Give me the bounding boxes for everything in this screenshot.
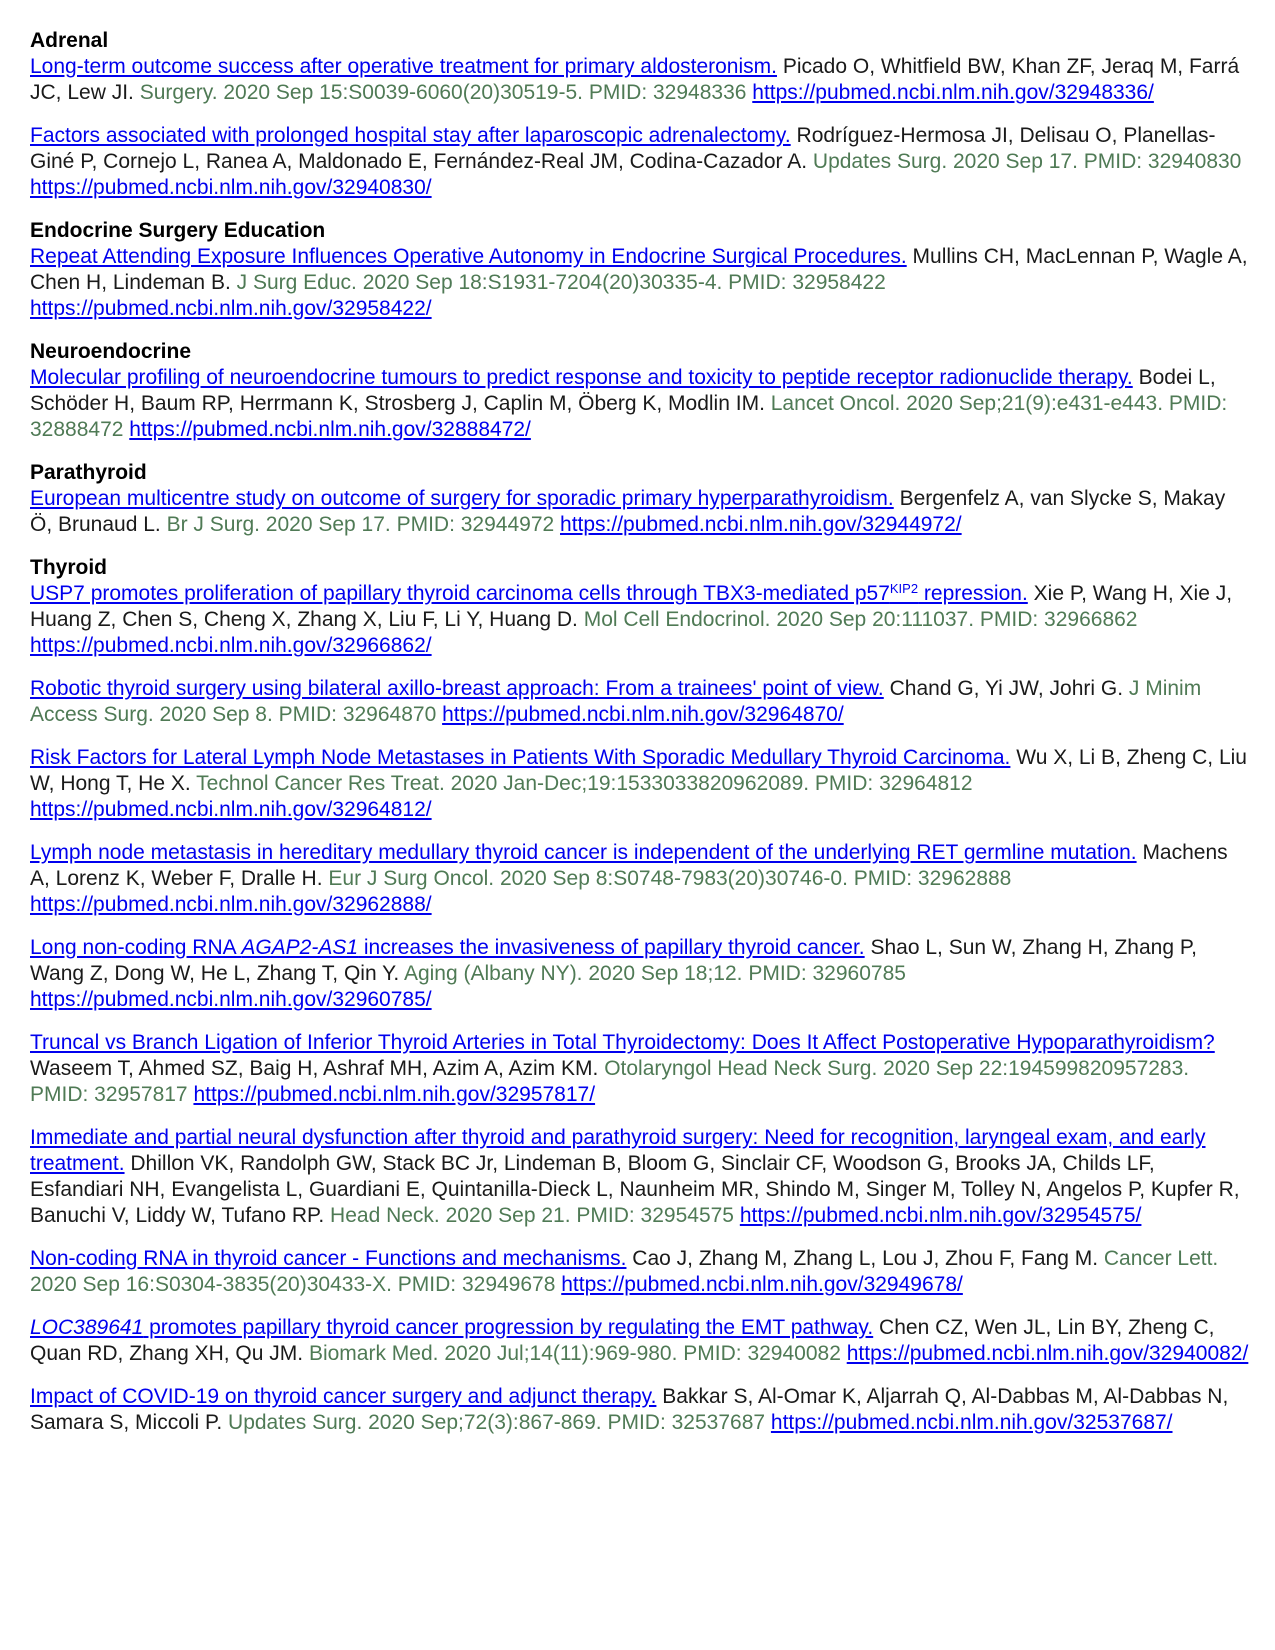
pubmed-url-link[interactable]: https://pubmed.ncbi.nlm.nih.gov/32537687/ xyxy=(770,1411,1173,1434)
pubmed-url-link[interactable]: https://pubmed.ncbi.nlm.nih.gov/32944972/ xyxy=(560,513,962,536)
citation-entry xyxy=(30,1315,1252,1367)
author-list: Xie P, Wang H, Xie J, Huang Z, Chen S, Cheng X, Zhang X, Liu F, Li Y, Huang D. xyxy=(30,582,1233,631)
author-list: Bakkar S, Al-Omar K, Aljarrah Q, Al-Dabbas M, Al-Dabbas N, Samara S, Miccoli P. xyxy=(30,1385,1229,1434)
title-text: repression. xyxy=(918,582,1028,605)
pubmed-url-link[interactable]: https://pubmed.ncbi.nlm.nih.gov/32940830/ xyxy=(30,176,432,199)
author-list: Chen CZ, Wen JL, Lin BY, Zheng C, Quan RD, Zhang XH, Qu JM. xyxy=(30,1316,1215,1365)
journal-citation: Head Neck. 2020 Sep 21. PMID: 32954575 xyxy=(330,1204,734,1227)
title-text: promotes papillary thyroid cancer progression by regulating the EMT pathway. xyxy=(143,1316,874,1339)
section-heading: Adrenal xyxy=(30,29,109,52)
document-page xyxy=(30,28,1252,1453)
author-list: Mullins CH, MacLennan P, Wagle A, Chen H, Lindeman B. xyxy=(30,245,1248,294)
pubmed-url-link[interactable]: https://pubmed.ncbi.nlm.nih.gov/32962888/ xyxy=(30,893,432,916)
citation-entry xyxy=(30,486,1252,538)
pubmed-url-link[interactable]: https://pubmed.ncbi.nlm.nih.gov/32888472/ xyxy=(129,418,531,441)
article-title-link[interactable]: Robotic thyroid surgery using bilateral axillo-breast approach: From a trainees' point of view. xyxy=(30,677,884,700)
article-title-link[interactable]: Non-coding RNA in thyroid cancer - Functions and mechanisms. xyxy=(30,1247,627,1270)
pubmed-url-link[interactable]: https://pubmed.ncbi.nlm.nih.gov/32948336/ xyxy=(752,81,1154,104)
article-title-link[interactable] xyxy=(30,936,865,959)
citation-entry xyxy=(30,365,1252,443)
article-title-link[interactable]: Molecular profiling of neuroendocrine tumours to predict response and toxicity to peptide receptor radionuclide therapy. xyxy=(30,366,1133,389)
journal-citation: Updates Surg. 2020 Sep 17. PMID: 32940830 xyxy=(812,150,1242,173)
journal-citation: Lancet Oncol. 2020 Sep;21(9):e431-e443. PMID: 32888472 xyxy=(30,392,1228,441)
article-title-link[interactable]: European multicentre study on outcome of surgery for sporadic primary hyperparathyroidism. xyxy=(30,487,894,510)
section-heading: Parathyroid xyxy=(30,461,147,484)
journal-citation: Cancer Lett. 2020 Sep 16:S0304-3835(20)30433-X. PMID: 32949678 xyxy=(30,1247,1219,1296)
citation-entry xyxy=(30,1246,1252,1298)
journal-citation: Biomark Med. 2020 Jul;14(11):969-980. PMID: 32940082 xyxy=(308,1342,841,1365)
section-heading: Neuroendocrine xyxy=(30,340,192,363)
journal-citation: Mol Cell Endocrinol. 2020 Sep 20:111037. PMID: 32966862 xyxy=(583,608,1138,631)
journal-citation: Otolaryngol Head Neck Surg. 2020 Sep 22:194599820957283. PMID: 32957817 xyxy=(30,1057,1190,1106)
article-title-link[interactable]: Truncal vs Branch Ligation of Inferior Thyroid Arteries in Total Thyroidectomy: Does It Affect Postoperative Hypoparathyroidism? xyxy=(30,1031,1215,1054)
article-title-link[interactable]: Factors associated with prolonged hospital stay after laparoscopic adrenalectomy. xyxy=(30,124,791,147)
author-list: Shao L, Sun W, Zhang H, Zhang P, Wang Z, Dong W, He L, Zhang T, Qin Y. xyxy=(30,936,1197,985)
article-title-link[interactable]: Long-term outcome success after operative treatment for primary aldosteronism. xyxy=(30,55,777,78)
title-superscript: KIP2 xyxy=(889,581,919,596)
article-title-link[interactable]: Lymph node metastasis in hereditary medullary thyroid cancer is independent of the underlying RET germline mutation. xyxy=(30,841,1137,864)
journal-citation: Br J Surg. 2020 Sep 17. PMID: 32944972 xyxy=(166,513,555,536)
article-title-link[interactable]: Immediate and partial neural dysfunction after thyroid and parathyroid surgery: Need for recognition, laryngeal exam, and early treatment. xyxy=(30,1126,1206,1175)
title-text: Long non-coding RNA xyxy=(30,936,242,959)
journal-citation: Technol Cancer Res Treat. 2020 Jan-Dec;19:1533033820962089. PMID: 32964812 xyxy=(196,772,973,795)
article-title-link[interactable] xyxy=(30,1316,873,1339)
citation-entry xyxy=(30,1125,1252,1229)
journal-citation: J Minim Access Surg. 2020 Sep 8. PMID: 32964870 xyxy=(30,677,1202,726)
author-list: Wu X, Li B, Zheng C, Liu W, Hong T, He X. xyxy=(30,746,1247,795)
section-endocrine-surgery-education xyxy=(30,218,1252,322)
author-list: Chand G, Yi JW, Johri G. xyxy=(889,677,1124,700)
author-list: Cao J, Zhang M, Zhang L, Lou J, Zhou F, Fang M. xyxy=(632,1247,1099,1270)
citation-entry xyxy=(30,935,1252,1013)
citation-entry xyxy=(30,581,1252,659)
article-title-link[interactable]: Impact of COVID-19 on thyroid cancer surgery and adjunct therapy. xyxy=(30,1385,657,1408)
citation-entry xyxy=(30,54,1252,106)
journal-citation: Surgery. 2020 Sep 15:S0039-6060(20)30519-5. PMID: 32948336 xyxy=(139,81,747,104)
title-italic-term: LOC389641 xyxy=(30,1316,144,1339)
author-list: Machens A, Lorenz K, Weber F, Dralle H. xyxy=(30,841,1228,890)
author-list: Bodei L, Schöder H, Baum RP, Herrmann K, Strosberg J, Caplin M, Öberg K, Modlin IM. xyxy=(30,366,1216,415)
pubmed-url-link[interactable]: https://pubmed.ncbi.nlm.nih.gov/32940082/ xyxy=(846,1342,1249,1365)
section-parathyroid xyxy=(30,460,1252,538)
pubmed-url-link[interactable]: https://pubmed.ncbi.nlm.nih.gov/32958422/ xyxy=(30,297,432,320)
section-neuroendocrine xyxy=(30,339,1252,443)
title-italic-term: AGAP2-AS1 xyxy=(241,936,359,959)
author-list: Bergenfelz A, van Slycke S, Makay Ö, Brunaud L. xyxy=(30,487,1226,536)
journal-citation: Updates Surg. 2020 Sep;72(3):867-869. PMID: 32537687 xyxy=(228,1411,766,1434)
citation-entry xyxy=(30,676,1252,728)
citation-entry xyxy=(30,745,1252,823)
author-list: Dhillon VK, Randolph GW, Stack BC Jr, Lindeman B, Bloom G, Sinclair CF, Woodson G, Brooks JA, Childs LF, Esfandiari NH, Evangelista L, Guardiani E, Quintanilla-Dieck L, Naunheim MR, Shindo M, Singer M, Tolley N, Angelos P, Kupfer R, Banuchi V, Liddy W, Tufano RP. xyxy=(30,1152,1240,1227)
section-adrenal xyxy=(30,28,1252,201)
title-text: increases the invasiveness of papillary thyroid cancer. xyxy=(358,936,865,959)
pubmed-url-link[interactable]: https://pubmed.ncbi.nlm.nih.gov/32954575/ xyxy=(739,1204,1142,1227)
citation-entry xyxy=(30,1384,1252,1436)
author-list: Rodríguez-Hermosa JI, Delisau O, Planellas-Giné P, Cornejo L, Ranea A, Maldonado E, Fernández-Real JM, Codina-Cazador A. xyxy=(30,124,1216,173)
section-heading: Thyroid xyxy=(30,556,107,579)
pubmed-url-link[interactable]: https://pubmed.ncbi.nlm.nih.gov/32960785/ xyxy=(30,988,432,1011)
section-heading: Endocrine Surgery Education xyxy=(30,219,326,242)
article-title-link[interactable]: Repeat Attending Exposure Influences Operative Autonomy in Endocrine Surgical Procedures. xyxy=(30,245,907,268)
author-list: Picado O, Whitfield BW, Khan ZF, Jeraq M, Farrá JC, Lew JI. xyxy=(30,55,1240,104)
citation-entry xyxy=(30,244,1252,322)
citation-entry xyxy=(30,840,1252,918)
pubmed-url-link[interactable]: https://pubmed.ncbi.nlm.nih.gov/32949678/ xyxy=(561,1273,963,1296)
title-text: USP7 promotes proliferation of papillary thyroid carcinoma cells through TBX3-mediated p57 xyxy=(30,582,890,605)
pubmed-url-link[interactable]: https://pubmed.ncbi.nlm.nih.gov/32957817/ xyxy=(193,1083,596,1106)
journal-citation: Aging (Albany NY). 2020 Sep 18;12. PMID: 32960785 xyxy=(403,962,906,985)
pubmed-url-link[interactable]: https://pubmed.ncbi.nlm.nih.gov/32964870/ xyxy=(442,703,844,726)
author-list: Waseem T, Ahmed SZ, Baig H, Ashraf MH, Azim A, Azim KM. xyxy=(30,1057,599,1080)
section-thyroid xyxy=(30,555,1252,1436)
journal-citation: Eur J Surg Oncol. 2020 Sep 8:S0748-7983(20)30746-0. PMID: 32962888 xyxy=(328,867,1012,890)
journal-citation: J Surg Educ. 2020 Sep 18:S1931-7204(20)30335-4. PMID: 32958422 xyxy=(236,271,886,294)
pubmed-url-link[interactable]: https://pubmed.ncbi.nlm.nih.gov/32966862/ xyxy=(30,634,432,657)
article-title-link[interactable]: Risk Factors for Lateral Lymph Node Metastases in Patients With Sporadic Medullary Thyroid Carcinoma. xyxy=(30,746,1011,769)
pubmed-url-link[interactable]: https://pubmed.ncbi.nlm.nih.gov/32964812/ xyxy=(30,798,432,821)
citation-entry xyxy=(30,123,1252,201)
article-title-link[interactable] xyxy=(30,582,1028,605)
citation-entry xyxy=(30,1030,1252,1108)
